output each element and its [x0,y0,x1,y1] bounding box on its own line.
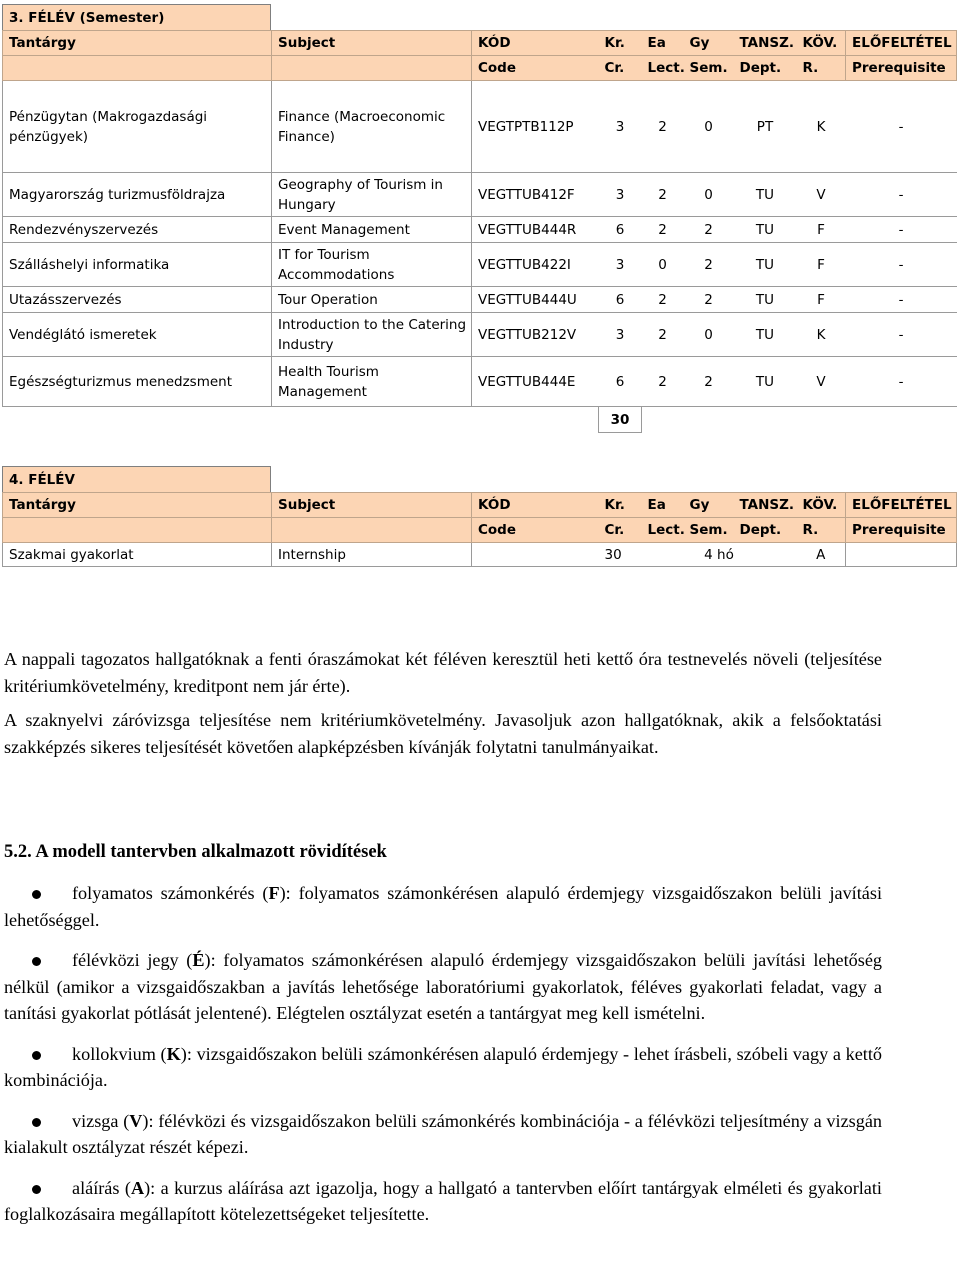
cell-kredit: 3 [599,243,642,287]
header-gyakorlat: Sem. [684,518,734,543]
header-gyakorlat: Sem. [684,56,734,81]
total-credits: 30 [599,407,642,433]
cell-elofeltetel: - [846,313,957,357]
table-row [3,543,957,567]
header-kredit: Kr. [599,493,642,518]
cell-elofeltetel: - [846,217,957,243]
abbreviation-code: F [268,883,280,903]
semester-3-title: 3. FÉLÉV (Semester) [2,4,271,30]
table-header-row [3,493,957,518]
header-subject: Subject [272,31,472,56]
cell-elofeltetel: - [846,357,957,407]
header-tantargy [3,56,272,81]
abbreviation-description: ): folyamatos számonkérésen alapuló érdemjegy vizsgaidőszakon belüli javítási lehetőséggel. [4,883,882,930]
header-gyakorlat: Gy [684,31,734,56]
cell-kovetelmeny: A [797,543,846,567]
bullet-icon [32,957,41,966]
cell-eloadas: 2 [642,217,684,243]
abbreviation-code: K [166,1043,181,1064]
semester-4-section [2,466,956,567]
cell-tantargy: Szálláshelyi informatika [3,243,272,287]
cell-tanszek: TU [734,313,797,357]
header-elofeltetel: ELŐFELTÉTEL [846,493,957,518]
cell-kod: VEGTTUB444R [472,217,599,243]
cell-tantargy: Szakmai gyakorlat [3,543,272,567]
cell-gyakorlat: 0 [684,173,734,217]
cell-gyakorlat: 2 [684,243,734,287]
header-kredit: Cr. [599,518,642,543]
cell-elofeltetel: - [846,287,957,313]
cell-kovetelmeny: K [797,313,846,357]
cell-kod: VEGTTUB212V [472,313,599,357]
empty-cell [797,407,846,433]
header-kovetelmeny: KÖV. [797,31,846,56]
cell-gyakorlat: 2 [684,287,734,313]
cell-tantargy: Utazásszervezés [3,287,272,313]
cell-elofeltetel: - [846,173,957,217]
empty-cell [3,407,272,433]
total-row [3,407,957,433]
cell-gyakorlat: 0 [684,313,734,357]
abbreviation-description: ): félévközi és vizsgaidőszakon belüli számonkérés kombinációja - a félévközi teljesítmény a vizsgán kialakult osztályzat részét képezi. [4,1110,882,1157]
cell-tanszek: TU [734,287,797,313]
table-row [3,243,957,287]
table-row [3,81,957,173]
table-header-row [3,56,957,81]
header-kredit: Cr. [599,56,642,81]
cell-eloadas: 2 [642,313,684,357]
cell-eloadas: 2 [642,357,684,407]
language-exam-paragraph: A szaknyelvi záróvizsga teljesítése nem kritériumkövetelmény. Javasoljuk azon hallgatóknak, akik a felsőoktatási szakképzés sikeres teljesítését követően alapképzésben kívánják folytatni tanulmányaikat. [4,710,882,757]
bullet-icon [32,1118,41,1127]
cell-tantargy: Rendezvényszervezés [3,217,272,243]
header-kovetelmeny: KÖV. [797,493,846,518]
cell-eloadas: 2 [642,81,684,173]
cell-kovetelmeny: K [797,81,846,173]
header-subject [272,518,472,543]
cell-gyakorlat: 0 [684,81,734,173]
cell-tantargy: Vendéglátó ismeretek [3,313,272,357]
cell-kod: VEGTTUB444U [472,287,599,313]
cell-subject: Finance (Macroeconomic Finance) [272,81,472,173]
cell-kovetelmeny: F [797,243,846,287]
bullet-icon [32,1051,41,1060]
cell-kovetelmeny: V [797,173,846,217]
table-row [3,357,957,407]
pe-note-paragraph: A nappali tagozatos hallgatóknak a fenti óraszámokat két féléven keresztül heti kettő óra testnevelés növeli (teljesítése kritériumkövetelmény, kreditpont nem jár érte). [4,649,882,696]
abbreviation-code: É [192,950,205,970]
cell-gyakorlat: 2 [684,357,734,407]
header-tanszek: Dept. [734,56,797,81]
cell-tanszek: TU [734,243,797,287]
abbreviation-item [4,880,882,933]
abbreviation-term: kollokvium ( [72,1043,167,1064]
header-tantargy [3,518,272,543]
header-tanszek: Dept. [734,518,797,543]
cell-subject: Internship [272,543,472,567]
cell-tantargy: Magyarország turizmusföldrajza [3,173,272,217]
cell-elofeltetel [846,543,957,567]
header-eloadas: Ea [642,493,684,518]
note-paragraphs [4,646,882,760]
cell-kredit: 3 [599,81,642,173]
cell-tanszek: TU [734,173,797,217]
abbreviation-term: folyamatos számonkérés ( [72,883,269,903]
header-elofeltetel: Prerequisite [846,518,957,543]
header-subject [272,56,472,81]
abbreviation-list [4,880,882,1242]
header-kod: Code [472,56,599,81]
empty-cell [684,407,734,433]
abbreviation-item [4,1041,882,1094]
header-kod: KÓD [472,493,599,518]
table-row [3,287,957,313]
header-eloadas: Lect. [642,518,684,543]
semester-4-table [2,492,957,567]
cell-subject: Event Management [272,217,472,243]
abbreviation-item [4,1175,882,1228]
header-kredit: Kr. [599,31,642,56]
semester-3-table [2,30,957,433]
cell-subject: Geography of Tourism in Hungary [272,173,472,217]
cell-tanszek: PT [734,81,797,173]
header-kovetelmeny: R. [797,518,846,543]
empty-cell [642,407,684,433]
cell-kredit: 30 [599,543,642,567]
cell-kovetelmeny: F [797,217,846,243]
bullet-icon [32,1185,41,1194]
abbreviations-heading: 5.2. A modell tantervben alkalmazott rövidítések [4,842,387,862]
header-tanszek: TANSZ. [734,493,797,518]
empty-cell [734,407,797,433]
table-row [3,173,957,217]
cell-kovetelmeny: F [797,287,846,313]
cell-kod [472,543,599,567]
cell-subject: Introduction to the Catering Industry [272,313,472,357]
cell-elofeltetel: - [846,243,957,287]
abbreviation-term: vizsga ( [72,1110,130,1131]
cell-tantargy: Pénzügytan (Makrogazdasági pénzügyek) [3,81,272,173]
semester-4-title: 4. FÉLÉV [2,466,271,492]
abbreviation-code: A [130,1177,145,1198]
cell-gyakorlat: 4 hó [642,543,797,567]
abbreviation-description: ): vizsgaidőszakon belüli számonkérésen alapuló érdemjegy - lehet írásbeli, szóbeli vagy a kettő kombinációja. [4,1043,882,1090]
cell-kredit: 6 [599,287,642,313]
table-header-row [3,518,957,543]
abbreviation-item [4,1108,882,1161]
semester-3-section [2,4,956,433]
abbreviation-item [4,947,882,1027]
cell-elofeltetel: - [846,81,957,173]
cell-eloadas: 0 [642,243,684,287]
abbreviation-code: V [129,1110,143,1131]
header-kod: KÓD [472,31,599,56]
header-eloadas: Ea [642,31,684,56]
table-row [3,217,957,243]
cell-tanszek: TU [734,217,797,243]
cell-kredit: 3 [599,173,642,217]
abbreviation-description: ): a kurzus aláírása azt igazolja, hogy a hallgató a tantervben előírt tantárgyak elméleti és gyakorlati foglalkozásaira megállapított kötelezettségeket teljesítette. [4,1177,882,1224]
header-tantargy: Tantárgy [3,493,272,518]
cell-tanszek: TU [734,357,797,407]
abbreviation-term: aláírás ( [72,1177,131,1198]
empty-cell [472,407,599,433]
header-kovetelmeny: R. [797,56,846,81]
abbreviation-description: ): folyamatos számonkérésen alapuló érdemjegy vizsgaidőszakon belüli javítási lehetőség nélkül (amikor a vizsgaidőszakban a javítás lehetősége laboratóriumi gyakorlatok, féléves gyakorlati feladat, vagy a tanítási gyakorlat pótlását jelentené). Elégtelen osztályzat esetén a tantárgyat meg kell ismételni. [4,950,882,1023]
cell-subject: IT for Tourism Accommodations [272,243,472,287]
cell-kod: VEGTTUB412F [472,173,599,217]
table-header-row [3,31,957,56]
empty-cell [846,407,957,433]
cell-kredit: 3 [599,313,642,357]
header-kod: Code [472,518,599,543]
cell-subject: Tour Operation [272,287,472,313]
bullet-icon [32,890,41,899]
cell-kredit: 6 [599,217,642,243]
cell-subject: Health Tourism Management [272,357,472,407]
header-tantargy: Tantárgy [3,31,272,56]
header-tanszek: TANSZ. [734,31,797,56]
cell-kod: VEGTTUB444E [472,357,599,407]
cell-eloadas: 2 [642,287,684,313]
header-subject: Subject [272,493,472,518]
cell-kod: VEGTTUB422I [472,243,599,287]
header-eloadas: Lect. [642,56,684,81]
cell-kod: VEGTPTB112P [472,81,599,173]
header-elofeltetel: ELŐFELTÉTEL [846,31,957,56]
table-row [3,313,957,357]
cell-gyakorlat: 2 [684,217,734,243]
header-gyakorlat: Gy [684,493,734,518]
cell-kovetelmeny: V [797,357,846,407]
empty-cell [272,407,472,433]
cell-tantargy: Egészségturizmus menedzsment [3,357,272,407]
header-elofeltetel: Prerequisite [846,56,957,81]
cell-eloadas: 2 [642,173,684,217]
abbreviation-term: félévközi jegy ( [72,950,193,970]
cell-kredit: 6 [599,357,642,407]
